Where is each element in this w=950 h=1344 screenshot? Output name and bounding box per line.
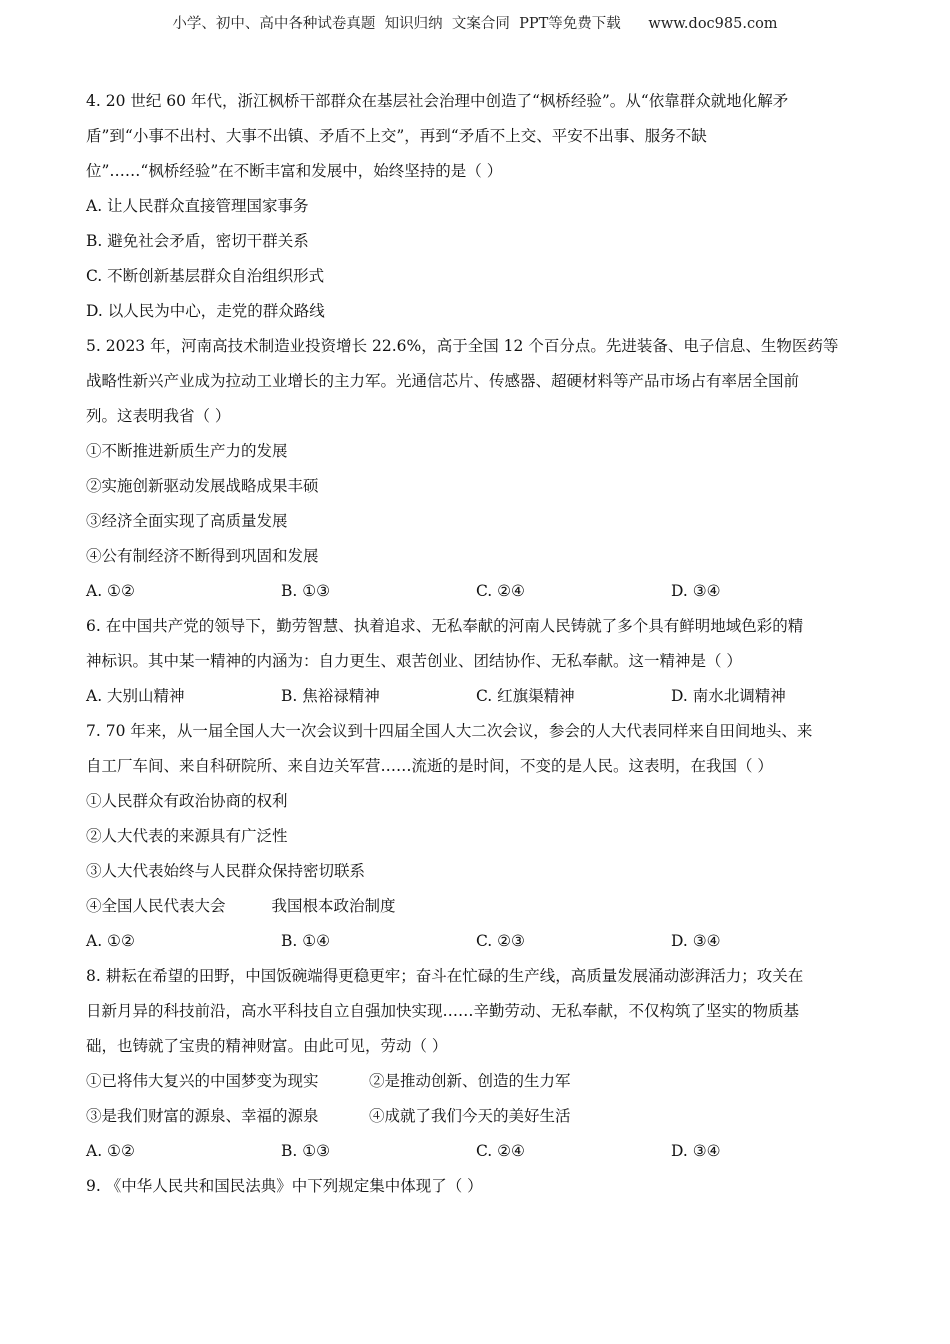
statement-item: ③经济全面实现了高质量发展 — [86, 512, 288, 530]
option-d: D. ③④ — [671, 582, 721, 600]
option-b: B. ①③ — [281, 1142, 331, 1160]
statement-item: ④成就了我们今天的美好生活 — [369, 1107, 571, 1125]
question-stem: 神标识。其中某一精神的内涵为：自力更生、艰苦创业、团结协作、无私奉献。这一精神是（ ） — [86, 652, 742, 670]
statement-item-left: ④全国人民代表大会 — [86, 897, 226, 915]
option-d: D. 南水北调精神 — [671, 687, 786, 705]
statement-item: ④公有制经济不断得到巩固和发展 — [86, 547, 319, 565]
statement-item: ③是我们财富的源泉、幸福的源泉 — [86, 1107, 319, 1125]
option-c: C. ②④ — [476, 1142, 525, 1160]
option-b: B. ①④ — [281, 932, 331, 950]
option-a: A. ①② — [86, 582, 135, 600]
statement-item: ①人民群众有政治协商的权利 — [86, 792, 288, 810]
question-stem: 础，也铸就了宝贵的精神财富。由此可见，劳动（ ） — [86, 1037, 448, 1055]
question-stem: 自工厂车间、来自科研院所、来自边关军营……流逝的是时间，不变的是人民。这表明，在我国（ ） — [86, 757, 773, 775]
statement-item: ②是推动创新、创造的生力军 — [369, 1072, 571, 1090]
question-stem: 7. 70 年来，从一届全国人大一次会议到十四届全国人大二次会议，参会的人大代表同样来自田间地头、来 — [86, 722, 813, 740]
question-stem: 位”……“枫桥经验”在不断丰富和发展中，始终坚持的是（ ） — [86, 162, 503, 180]
options-row — [86, 924, 876, 959]
statement-item-right: 我国根本政治制度 — [271, 897, 396, 915]
question-7 — [86, 714, 876, 959]
option-b: B. ①③ — [281, 582, 331, 600]
option-a: A. ①② — [86, 1142, 135, 1160]
statement-item: ②实施创新驱动发展战略成果丰硕 — [86, 477, 319, 495]
statement-pair — [86, 1099, 876, 1134]
question-stem: 战略性新兴产业成为拉动工业增长的主力军。光通信芯片、传感器、超硬材料等产品市场占有率居全国前 — [86, 372, 800, 390]
question-6 — [86, 609, 876, 714]
option-d: D. ③④ — [671, 932, 721, 950]
option-a: A. 让人民群众直接管理国家事务 — [86, 197, 309, 215]
question-4 — [86, 84, 876, 329]
option-c: C. ②③ — [476, 932, 525, 950]
question-5 — [86, 329, 876, 609]
question-stem: 5. 2023 年，河南高技术制造业投资增长 22.6%，高于全国 12 个百分点。先进装备、电子信息、生物医药等 — [86, 337, 839, 355]
question-stem: 6. 在中国共产党的领导下，勤劳智慧、执着追求、无私奉献的河南人民铸就了多个具有鲜明地域色彩的精 — [86, 617, 804, 635]
question-stem: 8. 耕耘在希望的田野，中国饭碗端得更稳更牢；奋斗在忙碌的生产线，高质量发展涌动澎湃活力；攻关在 — [86, 967, 804, 985]
question-stem: 列。这表明我省（ ） — [86, 407, 231, 425]
question-stem: 4. 20 世纪 60 年代，浙江枫桥干部群众在基层社会治理中创造了“枫桥经验”。从“依靠群众就地化解矛 — [86, 92, 789, 110]
statement-item: ③人大代表始终与人民群众保持密切联系 — [86, 862, 366, 880]
options-row — [86, 1134, 876, 1169]
option-c: C. 红旗渠精神 — [476, 687, 575, 705]
option-c: C. 不断创新基层群众自治组织形式 — [86, 267, 325, 285]
question-8 — [86, 959, 876, 1169]
exam-content — [86, 84, 876, 1204]
question-stem: 日新月异的科技前沿，高水平科技自立自强加快实现……辛勤劳动、无私奉献，不仅构筑了坚实的物质基 — [86, 1002, 800, 1020]
option-a: A. ①② — [86, 932, 135, 950]
option-b: B. 避免社会矛盾，密切干群关系 — [86, 232, 309, 250]
option-a: A. 大别山精神 — [86, 687, 185, 705]
option-b: B. 焦裕禄精神 — [281, 687, 380, 705]
options-row — [86, 679, 876, 714]
options-row — [86, 574, 876, 609]
question-9 — [86, 1169, 876, 1204]
question-stem: 9. 《中华人民共和国民法典》中下列规定集中体现了（ ） — [86, 1177, 483, 1195]
statement-item: ②人大代表的来源具有广泛性 — [86, 827, 288, 845]
statement-item — [86, 889, 876, 924]
option-d: D. 以人民为中心，走党的群众路线 — [86, 302, 325, 320]
page-header: 小学、初中、高中各种试卷真题 知识归纳 文案合同 PPT等免费下载 www.doc985.com — [172, 16, 778, 32]
statement-item: ①已将伟大复兴的中国梦变为现实 — [86, 1072, 319, 1090]
option-d: D. ③④ — [671, 1142, 721, 1160]
question-stem: 盾”到“小事不出村、大事不出镇、矛盾不上交”，再到“矛盾不上交、平安不出事、服务不缺 — [86, 127, 707, 145]
option-c: C. ②④ — [476, 582, 525, 600]
statement-pair — [86, 1064, 876, 1099]
statement-item: ①不断推进新质生产力的发展 — [86, 442, 288, 460]
